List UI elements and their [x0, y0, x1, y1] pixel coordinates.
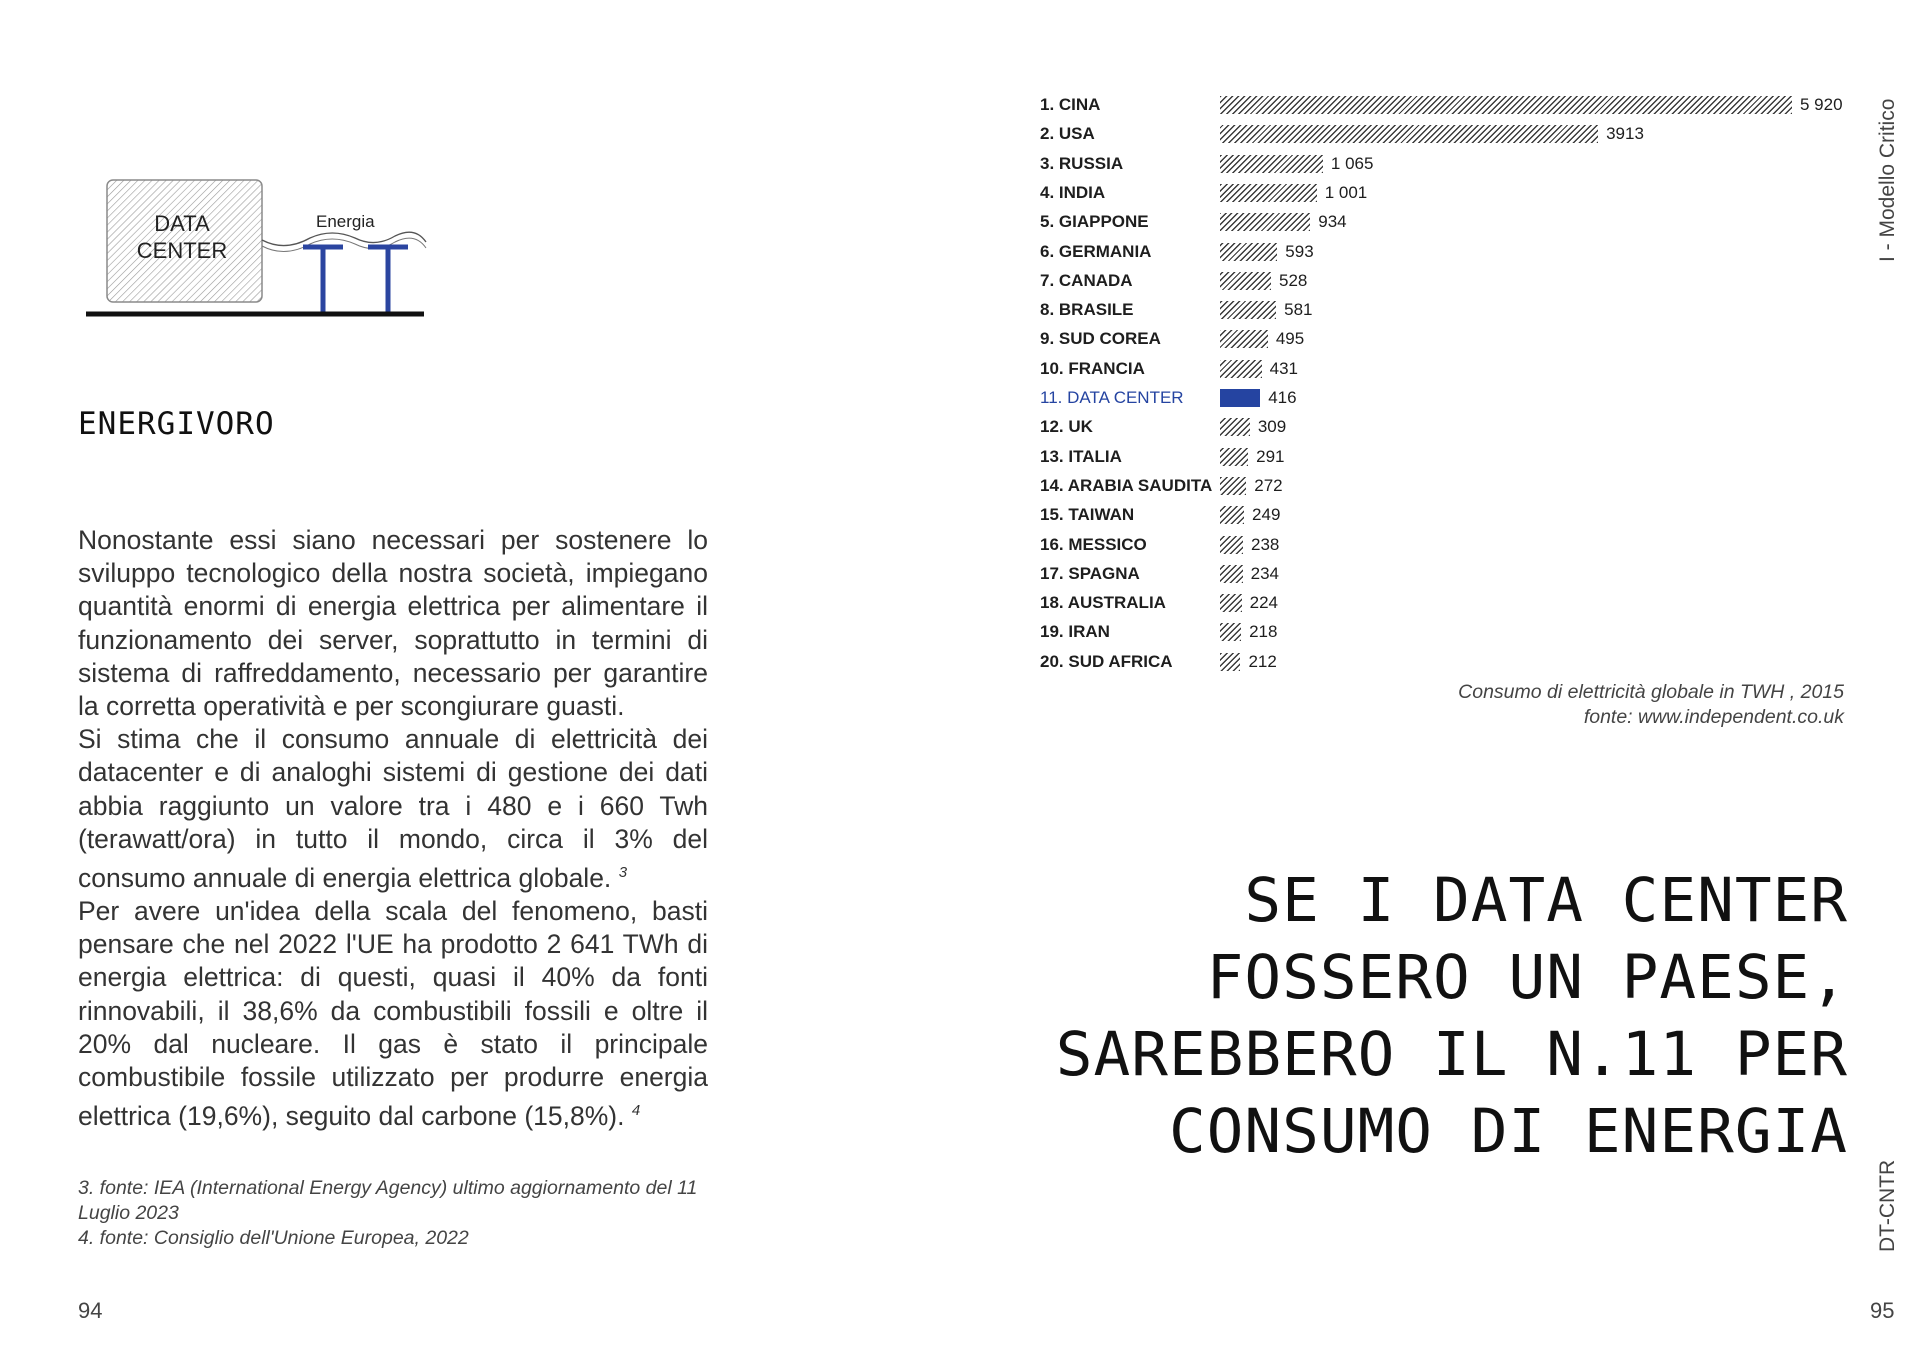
bar-label: 7. CANADA	[1040, 270, 1133, 290]
energia-label: Energia	[316, 212, 375, 231]
bar	[1220, 96, 1792, 114]
paragraph: Si stima che il consumo annuale di elettricità dei datacenter e di analoghi sistemi di gestione dei dati abbia raggiunto un valore tra i 480 e i 660 Twh (terawatt/ora) in tutto il mondo, circa il 3% del consumo annuale di energia elettrica globale. $^3$	[78, 724, 708, 893]
headline-line: SAREBBERO IL N.11 PER	[1055, 1019, 1848, 1090]
bar	[1220, 213, 1310, 231]
headline-line: CONSUMO DI ENERGIA	[1168, 1096, 1848, 1167]
data-center-illustration	[70, 170, 440, 330]
bar	[1220, 565, 1243, 583]
bar	[1220, 272, 1271, 290]
footnotes	[78, 1176, 718, 1251]
bar-value-label: 234	[1250, 563, 1279, 583]
bar	[1220, 243, 1277, 261]
paragraph: Nonostante essi siano necessari per sostenere lo sviluppo tecnologico della nostra società, impiegano quantità enormi di energia elettrica per alimentare il funzionamento dei server, soprattutto in termini di sistema di raffreddamento, necessario per garantire la corretta operatività e per scongiurare guasti.	[78, 525, 708, 722]
bar-value-label: 528	[1279, 270, 1308, 290]
bar-value-label: 431	[1269, 358, 1299, 378]
bar-label: 14. ARABIA SAUDITA	[1040, 475, 1213, 495]
bar-label: 13. ITALIA	[1040, 446, 1122, 466]
body-text	[78, 524, 708, 1133]
bar	[1220, 360, 1262, 378]
bar-value-label: 581	[1284, 300, 1313, 320]
bar-value-label: 1 065	[1330, 153, 1374, 173]
bar-value-label: 3913	[1606, 124, 1644, 144]
bar	[1220, 506, 1244, 524]
bar-value-label: 224	[1249, 593, 1279, 613]
data-center-label-line: DATA	[154, 211, 210, 236]
power-pole	[303, 245, 343, 312]
bar-label: 3. RUSSIA	[1040, 153, 1124, 173]
bar-value-label: 593	[1285, 241, 1314, 261]
bar-value-label: 291	[1256, 446, 1285, 466]
bar-label: 19. IRAN	[1040, 622, 1110, 642]
bar-value-label: 249	[1252, 505, 1281, 525]
bar	[1220, 155, 1323, 173]
bar-value-label: 416	[1268, 388, 1297, 407]
footnote-ref: 3	[618, 864, 628, 882]
bar	[1220, 389, 1260, 407]
bar	[1220, 301, 1276, 319]
bar	[1220, 184, 1317, 202]
bar-label: 10. FRANCIA	[1040, 358, 1145, 378]
footnote: 3. fonte: IEA (International Energy Agency) ultimo aggiornamento del 11 Luglio 2023	[78, 1177, 698, 1224]
bar-value-label: 495	[1275, 329, 1305, 349]
bar	[1220, 653, 1240, 671]
ranking-bar-chart	[1040, 96, 1880, 696]
bar-value-label: 1 001	[1324, 182, 1368, 202]
bar-value-label: 5 920	[1800, 95, 1843, 114]
bar-label: 18. AUSTRALIA	[1040, 593, 1166, 613]
page-number-right: 95	[1870, 1298, 1895, 1323]
bar-value-label: 218	[1249, 622, 1278, 642]
footnote: 4. fonte: Consiglio dell'Unione Europea, 2022	[78, 1227, 469, 1249]
chart-caption-title: Consumo di elettricità globale in TWH , 2015	[1458, 681, 1844, 703]
bar-label: 5. GIAPPONE	[1040, 212, 1149, 232]
data-center-label	[132, 210, 232, 264]
bar-label: 11. DATA CENTER	[1040, 388, 1184, 407]
side-label-chapter: I - Modello Critico	[1876, 98, 1899, 262]
bar	[1220, 623, 1241, 641]
bar-label: 1. CINA	[1040, 95, 1101, 114]
bar	[1220, 330, 1268, 348]
bar	[1220, 448, 1248, 466]
chart-caption	[1458, 680, 1844, 730]
chart-caption-source: fonte: www.independent.co.uk	[1583, 706, 1844, 728]
paragraph: Per avere un'idea della scala del fenomeno, basti pensare che nel 2022 l'UE ha prodotto 2 641 TWh di energia elettrica: di questi, quasi il 40% da fonti rinnovabili, il 38,6% da combustibili fossili e oltre il 20% dal nucleare. Il gas è stato il principale combustibile fossile utilizzato per produrre energia elettrica (19,6%), seguito dal carbone (15,8%). $^4$	[78, 896, 708, 1132]
bar-label: 20. SUD AFRICA	[1040, 651, 1173, 671]
bar-value-label: 309	[1257, 417, 1287, 437]
headline-line: SE I DATA CENTER	[1244, 865, 1848, 936]
bar-value-label: 934	[1318, 212, 1347, 232]
bar-label: 15. TAIWAN	[1040, 505, 1135, 525]
data-center-label-line: CENTER	[136, 238, 228, 263]
bar-label: 8. BRASILE	[1040, 300, 1134, 320]
bar-label: 2. USA	[1040, 124, 1095, 144]
bar	[1220, 418, 1250, 436]
bar-label: 12. UK	[1040, 417, 1093, 437]
bar	[1220, 536, 1243, 554]
bar	[1220, 477, 1246, 495]
footnote-ref: 4	[631, 1102, 641, 1120]
bar-label: 16. MESSICO	[1040, 534, 1147, 554]
headline	[1056, 862, 1848, 1170]
bar-value-label: 212	[1248, 651, 1277, 671]
bar-label: 17. SPAGNA	[1040, 563, 1140, 583]
bar	[1220, 594, 1242, 612]
bar-label: 9. SUD COREA	[1040, 329, 1161, 349]
bar-label: 6. GERMANIA	[1040, 241, 1152, 261]
bar	[1220, 125, 1598, 143]
bar-label: 4. INDIA	[1040, 182, 1106, 202]
page-number-left: 94	[78, 1298, 103, 1323]
headline-line: FOSSERO UN PAESE,	[1206, 942, 1848, 1013]
side-label-code: DT-CNTR	[1876, 1159, 1899, 1252]
bar-value-label: 238	[1250, 534, 1280, 554]
section-title: ENERGIVORO	[78, 406, 275, 442]
power-pole	[368, 245, 408, 312]
bar-value-label: 272	[1254, 475, 1283, 495]
